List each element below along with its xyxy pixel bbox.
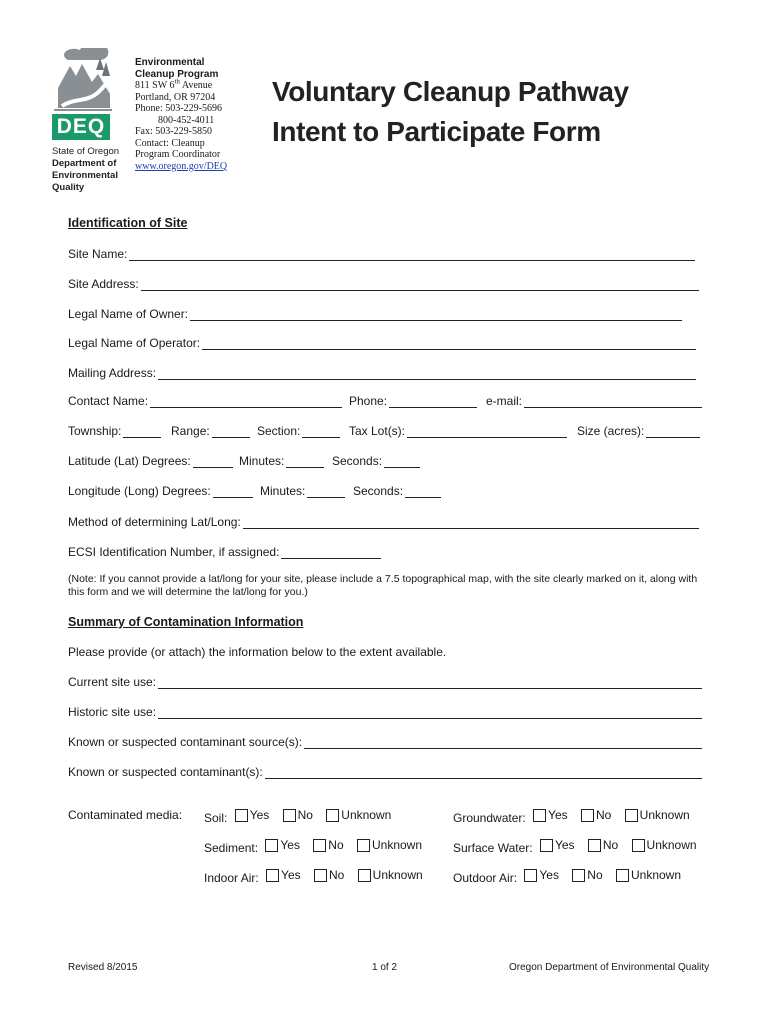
operator-label: Legal Name of Operator: bbox=[68, 336, 201, 350]
phone-group bbox=[349, 394, 477, 408]
section-heading-contamination: Summary of Contamination Information bbox=[68, 615, 304, 629]
option-unknown-label: Unknown bbox=[372, 868, 423, 882]
lat-group bbox=[68, 454, 233, 468]
outdoor-air-yes-checkbox[interactable] bbox=[524, 869, 537, 882]
current-use-label: Current site use: bbox=[68, 675, 157, 689]
soil-unknown-checkbox[interactable] bbox=[326, 809, 339, 822]
taxlot-field[interactable] bbox=[407, 425, 567, 438]
deq-badge: DEQ bbox=[52, 114, 110, 140]
option-unknown-label: Unknown bbox=[630, 868, 682, 882]
size-group bbox=[577, 424, 700, 438]
soil-group bbox=[204, 808, 401, 825]
latlong-note: (Note: If you cannot provide a lat/long for your site, please include a 7.5 topographical map, with the site clearly marked on it, along with this form and we will determine the lat/long for you.) bbox=[68, 573, 698, 598]
option-no-label: No bbox=[328, 868, 345, 882]
section-field[interactable] bbox=[302, 425, 340, 438]
option-yes-label: Yes bbox=[539, 868, 559, 882]
mailing-row bbox=[68, 364, 696, 380]
site-name-label: Site Name: bbox=[68, 247, 128, 261]
phone-2: 800-452-4011 bbox=[158, 114, 215, 126]
lon-group bbox=[68, 484, 253, 498]
outdoor-air-no-checkbox[interactable] bbox=[572, 869, 585, 882]
groundwater-label: Groundwater: bbox=[453, 810, 526, 825]
logo-caption-line: Environmental bbox=[52, 170, 118, 181]
email-label: e-mail: bbox=[486, 394, 523, 408]
site-address-field[interactable] bbox=[141, 278, 699, 291]
indoor-air-group bbox=[204, 868, 433, 885]
site-address-label: Site Address: bbox=[68, 277, 139, 291]
lon-seconds-field[interactable] bbox=[405, 485, 441, 498]
indoor-air-unknown-checkbox[interactable] bbox=[358, 869, 371, 882]
lon-sec-group bbox=[353, 484, 441, 498]
range-field[interactable] bbox=[212, 425, 250, 438]
option-unknown-label: Unknown bbox=[639, 808, 690, 822]
section-group bbox=[257, 424, 340, 438]
surface-water-group bbox=[453, 838, 707, 855]
historic-use-label: Historic site use: bbox=[68, 705, 157, 719]
option-no-label: No bbox=[297, 808, 313, 822]
page-number: 1 of 2 bbox=[372, 962, 398, 973]
site-address-row bbox=[68, 275, 699, 291]
sources-field[interactable] bbox=[304, 736, 702, 749]
sediment-group bbox=[204, 838, 432, 855]
lat-degrees-field[interactable] bbox=[193, 455, 233, 468]
method-label: Method of determining Lat/Long: bbox=[68, 515, 241, 529]
outdoor-air-group bbox=[453, 868, 691, 885]
sediment-unknown-checkbox[interactable] bbox=[357, 839, 370, 852]
contaminants-field[interactable] bbox=[265, 766, 702, 779]
sources-label: Known or suspected contaminant source(s): bbox=[68, 735, 303, 749]
historic-use-row bbox=[68, 703, 702, 719]
section-heading-identification: Identification of Site bbox=[68, 216, 188, 230]
contamination-intro: Please provide (or attach) the information below to the extent available. bbox=[68, 645, 447, 659]
title-line-1: Voluntary Cleanup Pathway bbox=[272, 76, 629, 107]
lat-seconds-label: Seconds: bbox=[332, 454, 383, 468]
mailing-label: Mailing Address: bbox=[68, 366, 157, 380]
website-link[interactable]: www.oregon.gov/DEQ bbox=[135, 160, 228, 172]
indoor-air-label: Indoor Air: bbox=[204, 870, 259, 885]
soil-yes-checkbox[interactable] bbox=[235, 809, 248, 822]
contact-name-field[interactable] bbox=[150, 395, 342, 408]
ecsi-row bbox=[68, 543, 381, 559]
form-title bbox=[272, 72, 629, 152]
taxlot-group bbox=[349, 424, 567, 438]
operator-field[interactable] bbox=[202, 337, 696, 350]
contact-line-1: Contact: Cleanup bbox=[135, 137, 205, 149]
lat-label: Latitude (Lat) Degrees: bbox=[68, 454, 191, 468]
option-yes-label: Yes bbox=[281, 868, 301, 882]
option-no-label: No bbox=[602, 838, 619, 852]
owner-label: Legal Name of Owner: bbox=[68, 307, 189, 321]
indoor-air-yes-checkbox[interactable] bbox=[266, 869, 279, 882]
lat-minutes-label: Minutes: bbox=[239, 454, 285, 468]
deq-logo bbox=[52, 48, 120, 198]
option-no-label: No bbox=[595, 808, 612, 822]
surface-water-unknown-checkbox[interactable] bbox=[632, 839, 645, 852]
fax: Fax: 503-229-5850 bbox=[135, 126, 212, 137]
owner-field[interactable] bbox=[190, 308, 682, 321]
surface-water-no-checkbox[interactable] bbox=[588, 839, 601, 852]
media-label: Contaminated media: bbox=[68, 808, 183, 822]
lon-minutes-label: Minutes: bbox=[260, 484, 306, 498]
mailing-field[interactable] bbox=[158, 367, 696, 380]
lat-seconds-field[interactable] bbox=[384, 455, 420, 468]
option-yes-label: Yes bbox=[249, 808, 270, 822]
option-yes-label: Yes bbox=[548, 808, 568, 822]
option-no-label: No bbox=[587, 868, 603, 882]
option-unknown-label: Unknown bbox=[341, 808, 392, 822]
range-label: Range: bbox=[171, 424, 210, 438]
lon-seconds-label: Seconds: bbox=[353, 484, 404, 498]
method-field[interactable] bbox=[243, 516, 699, 529]
revised-date: Revised 8/2015 bbox=[68, 962, 138, 973]
groundwater-group bbox=[453, 808, 700, 825]
outdoor-air-label: Outdoor Air: bbox=[453, 870, 518, 885]
phone-label: Phone: bbox=[349, 394, 388, 408]
phone-field[interactable] bbox=[389, 395, 477, 408]
city: Portland, OR 97204 bbox=[135, 91, 216, 103]
owner-row bbox=[68, 305, 682, 321]
sediment-yes-checkbox[interactable] bbox=[265, 839, 278, 852]
logo-caption-line: Department of bbox=[52, 158, 117, 169]
option-unknown-label: Unknown bbox=[371, 838, 423, 852]
soil-label: Soil: bbox=[204, 810, 228, 825]
groundwater-yes-checkbox[interactable] bbox=[533, 809, 546, 822]
option-yes-label: Yes bbox=[554, 838, 575, 852]
taxlot-label: Tax Lot(s): bbox=[349, 424, 406, 438]
outdoor-air-unknown-checkbox[interactable] bbox=[616, 869, 629, 882]
sources-row bbox=[68, 733, 702, 749]
section-label: Section: bbox=[257, 424, 301, 438]
groundwater-no-checkbox[interactable] bbox=[581, 809, 594, 822]
phone: Phone: 503-229-5696 bbox=[135, 103, 222, 114]
program-name: Environmental bbox=[135, 57, 205, 68]
size-label: Size (acres): bbox=[577, 424, 645, 438]
operator-row bbox=[68, 334, 696, 350]
township-group bbox=[68, 424, 161, 438]
contaminants-label: Known or suspected contaminant(s): bbox=[68, 765, 263, 779]
email-group bbox=[486, 394, 702, 408]
indoor-air-no-checkbox[interactable] bbox=[314, 869, 327, 882]
option-yes-label: Yes bbox=[280, 838, 300, 852]
sediment-no-checkbox[interactable] bbox=[313, 839, 326, 852]
contact-line-2: Program Coordinator bbox=[135, 149, 221, 160]
lat-minutes-field[interactable] bbox=[286, 455, 324, 468]
logo-caption-line: State of Oregon bbox=[52, 146, 120, 157]
groundwater-unknown-checkbox[interactable] bbox=[625, 809, 638, 822]
soil-no-checkbox[interactable] bbox=[283, 809, 296, 822]
lon-degrees-field[interactable] bbox=[213, 485, 253, 498]
lon-min-group bbox=[260, 484, 345, 498]
site-name-field[interactable] bbox=[129, 248, 695, 261]
contaminants-row bbox=[68, 763, 702, 779]
township-field[interactable] bbox=[123, 425, 161, 438]
program-name: Cleanup Program bbox=[135, 68, 219, 80]
landscape-icon bbox=[52, 48, 114, 114]
option-no-label: No bbox=[328, 838, 344, 852]
lat-min-group bbox=[239, 454, 324, 468]
ecsi-label: ECSI Identification Number, if assigned: bbox=[68, 545, 280, 559]
size-field[interactable] bbox=[646, 425, 700, 438]
current-use-field[interactable] bbox=[158, 676, 702, 689]
site-name-row bbox=[68, 245, 695, 261]
contact-block bbox=[135, 57, 227, 172]
lon-label: Longitude (Long) Degrees: bbox=[68, 484, 211, 498]
email-field[interactable] bbox=[524, 395, 702, 408]
logo-caption bbox=[52, 146, 119, 194]
footer-org: Oregon Department of Environmental Quality bbox=[509, 962, 710, 973]
contact-name-group bbox=[68, 394, 342, 408]
logo-caption-line: Quality bbox=[52, 182, 85, 193]
surface-water-yes-checkbox[interactable] bbox=[540, 839, 553, 852]
lat-sec-group bbox=[332, 454, 420, 468]
ecsi-field[interactable] bbox=[281, 546, 381, 559]
historic-use-field[interactable] bbox=[158, 706, 702, 719]
range-group bbox=[171, 424, 250, 438]
lon-minutes-field[interactable] bbox=[307, 485, 345, 498]
title-line-2: Intent to Participate Form bbox=[272, 116, 601, 147]
current-use-row bbox=[68, 673, 702, 689]
street-address: 811 SW 6th Avenue bbox=[135, 77, 213, 91]
method-row bbox=[68, 513, 699, 529]
contact-name-label: Contact Name: bbox=[68, 394, 149, 408]
option-unknown-label: Unknown bbox=[646, 838, 697, 852]
surface-water-label: Surface Water: bbox=[453, 840, 533, 855]
sediment-label: Sediment: bbox=[204, 840, 259, 855]
township-label: Township: bbox=[68, 424, 122, 438]
